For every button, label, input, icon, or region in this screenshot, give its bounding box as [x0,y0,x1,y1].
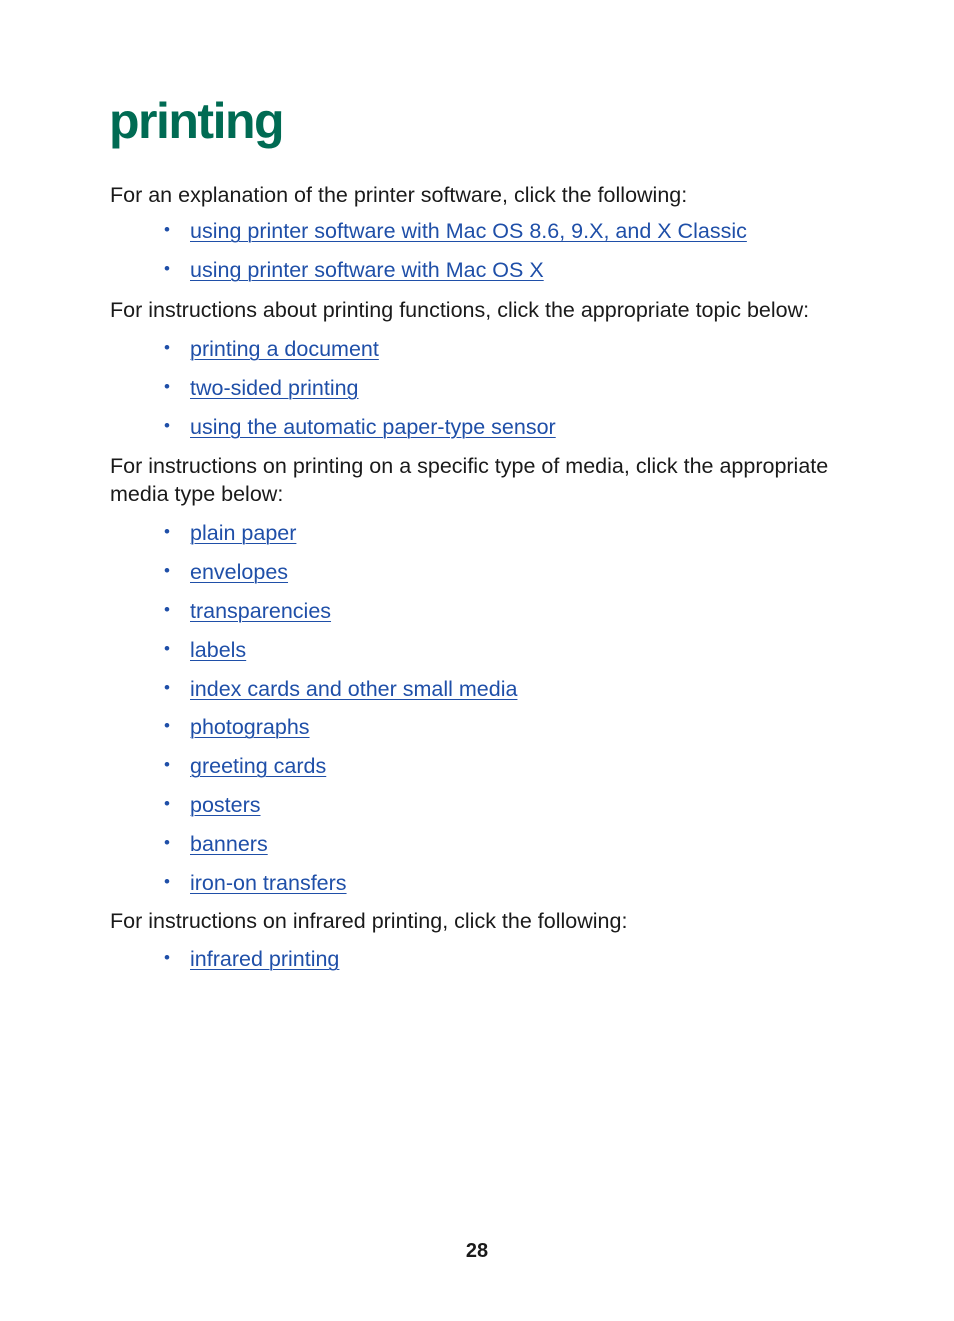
section-media-intro: For instructions on printing on a specific type of media, click the appropriate media type below: [110,453,829,506]
page-content [110,178,850,979]
section-software-intro: For an explanation of the printer software, click the following: [110,183,688,207]
list-item [110,824,850,863]
bullet-icon: • [164,755,170,775]
section-media [110,446,850,902]
bullet-icon: • [164,832,170,852]
link-printing-a-document[interactable]: printing a document [190,336,379,361]
software-link-list [110,212,850,290]
list-item [110,863,850,902]
link-mac-os-classic[interactable]: using printer software with Mac OS 8.6, 9.X, and X Classic [190,219,747,244]
bullet-icon: • [164,522,170,542]
link-plain-paper[interactable]: plain paper [190,521,297,546]
bullet-icon: • [164,794,170,814]
link-infrared-printing[interactable]: infrared printing [190,947,340,972]
bullet-icon: • [164,561,170,581]
bullet-icon: • [164,716,170,736]
list-item [110,330,850,369]
bullet-icon: • [164,871,170,891]
list-item [110,786,850,825]
bullet-icon: • [164,220,170,240]
section-software [110,178,850,290]
section-functions [110,290,850,446]
bullet-icon: • [164,948,170,968]
section-functions-intro: For instructions about printing functions, click the appropriate topic below: [110,297,810,322]
bullet-icon: • [164,376,170,396]
list-item [110,553,850,592]
link-iron-on-transfers[interactable]: iron-on transfers [190,870,347,895]
link-paper-type-sensor[interactable]: using the automatic paper-type sensor [190,414,556,439]
link-greeting-cards[interactable]: greeting cards [190,754,327,779]
link-posters[interactable]: posters [190,792,261,817]
bullet-icon: • [164,638,170,658]
link-index-cards[interactable]: index cards and other small media [190,676,518,701]
bullet-icon: • [164,600,170,620]
list-item [110,514,850,553]
list-item [110,708,850,747]
section-infrared-intro: For instructions on infrared printing, click the following: [110,908,628,933]
link-banners[interactable]: banners [190,831,268,856]
list-item [110,212,850,251]
list-item [110,592,850,631]
page-title: printing [109,93,284,149]
media-link-list [110,514,850,902]
list-item [110,630,850,669]
list-item [110,669,850,708]
infrared-link-list [110,940,850,979]
functions-link-list [110,330,850,446]
bullet-icon: • [164,338,170,358]
page-number: 28 [465,1240,489,1262]
bullet-icon: • [164,677,170,697]
list-item [110,407,850,446]
link-photographs[interactable]: photographs [190,715,310,740]
link-envelopes[interactable]: envelopes [190,560,289,585]
link-two-sided-printing[interactable]: two-sided printing [190,375,359,400]
bullet-icon: • [164,259,170,279]
list-item [110,251,850,290]
link-labels[interactable]: labels [190,637,247,662]
section-infrared [110,902,850,979]
link-mac-os-x[interactable]: using printer software with Mac OS X [190,258,544,283]
list-item [110,368,850,407]
list-item [110,940,850,979]
list-item [110,747,850,786]
bullet-icon: • [164,415,170,435]
link-transparencies[interactable]: transparencies [190,598,332,623]
